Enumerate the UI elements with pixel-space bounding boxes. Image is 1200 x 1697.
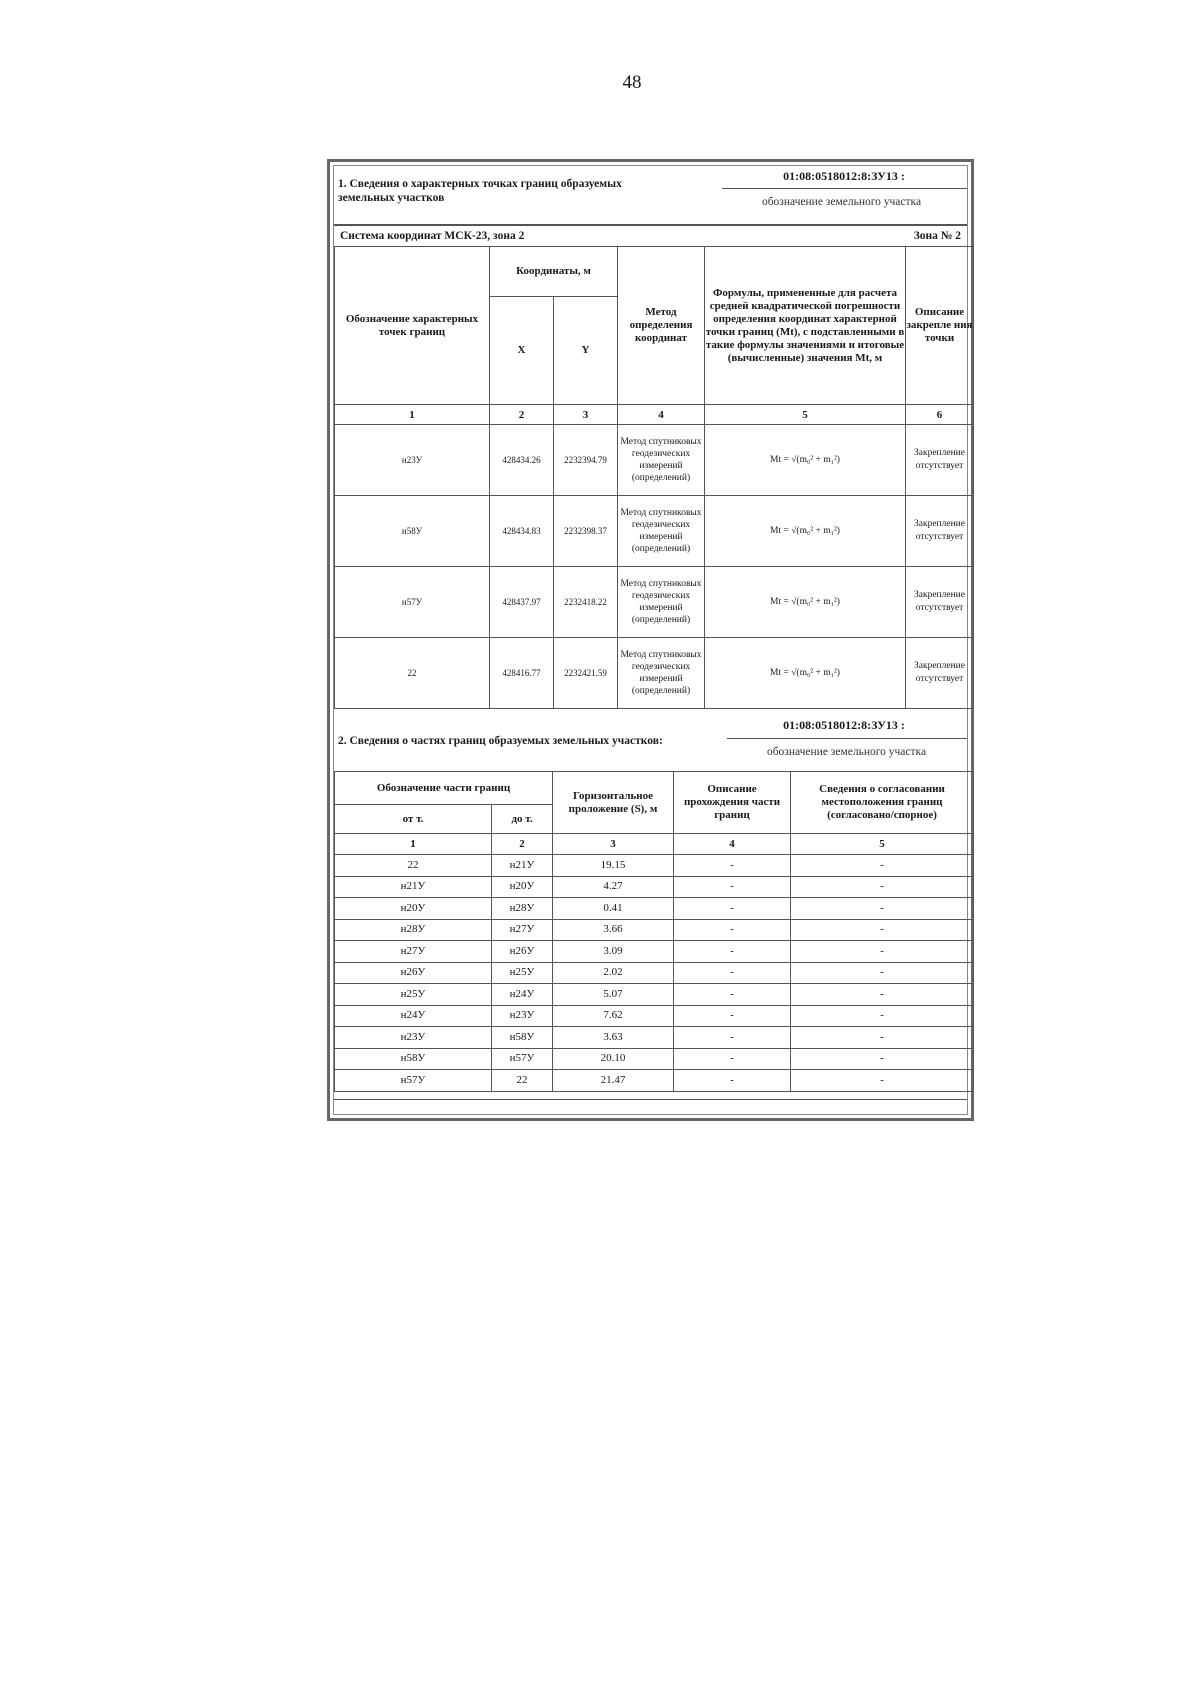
col-number: 4: [674, 834, 791, 855]
from-cell: н21У: [335, 876, 492, 898]
to-cell: н26У: [492, 941, 553, 963]
agreement-cell: -: [791, 962, 974, 984]
fixing-cell: Закрепление отсутствует: [906, 567, 974, 638]
to-cell: н20У: [492, 876, 553, 898]
from-cell: н24У: [335, 1005, 492, 1027]
section1-title-line1: 1. Сведения о характерных точках границ образуемых: [338, 178, 622, 190]
table-row: [335, 425, 974, 496]
method-cell: Метод спутниковых геодезических измерений (определений): [618, 496, 705, 567]
from-cell: н57У: [335, 1070, 492, 1092]
coord-system-row: [334, 226, 967, 246]
passage-cell: -: [674, 1048, 791, 1070]
y-cell: 2232394.79: [554, 425, 618, 496]
header-from: от т.: [335, 805, 492, 834]
distance-cell: 21.47: [553, 1070, 674, 1092]
agreement-cell: -: [791, 898, 974, 920]
agreement-cell: -: [791, 855, 974, 877]
to-cell: н28У: [492, 898, 553, 920]
from-cell: н20У: [335, 898, 492, 920]
to-cell: н27У: [492, 919, 553, 941]
header-point-designation: Обозначение характерных точек границ: [335, 247, 490, 405]
table-row: [335, 638, 974, 709]
formula-cell: Mt = √(m₀² + m₁²): [705, 425, 906, 496]
passage-cell: -: [674, 1005, 791, 1027]
table-row: [335, 962, 974, 984]
table-row: [335, 1027, 974, 1049]
header-passage: Описание прохождения части границ: [674, 772, 791, 834]
table-row: [335, 941, 974, 963]
table-row: [335, 496, 974, 567]
section2-parcel-underline: [727, 738, 967, 739]
distance-cell: 19.15: [553, 855, 674, 877]
from-cell: н23У: [335, 1027, 492, 1049]
passage-cell: -: [674, 855, 791, 877]
header-agreement: Сведения о согласовании местоположения границ (согласовано/спорное): [791, 772, 974, 834]
header-coordinates: Координаты, м: [490, 247, 618, 297]
distance-cell: 0.41: [553, 898, 674, 920]
header-to: до т.: [492, 805, 553, 834]
form-bottom-rule: [334, 1099, 967, 1100]
method-cell: Метод спутниковых геодезических измерений (определений): [618, 425, 705, 496]
form-inner-frame: [333, 165, 973, 1115]
passage-cell: -: [674, 919, 791, 941]
header-part-designation: Обозначение части границ: [335, 772, 553, 805]
section2-parcel-caption: обозначение земельного участка: [766, 746, 927, 758]
section1-title-line2: земельных участков: [338, 192, 445, 204]
to-cell: н23У: [492, 1005, 553, 1027]
from-cell: н26У: [335, 962, 492, 984]
distance-cell: 3.63: [553, 1027, 674, 1049]
fixing-cell: Закрепление отсутствует: [906, 425, 974, 496]
distance-cell: 20.10: [553, 1048, 674, 1070]
section1-parcel-underline: [722, 188, 967, 189]
page-number: 48: [622, 72, 642, 93]
passage-cell: -: [674, 898, 791, 920]
section2-title: 2. Сведения о частях границ образуемых земельных участков:: [338, 735, 663, 747]
from-cell: н58У: [335, 1048, 492, 1070]
agreement-cell: -: [791, 941, 974, 963]
passage-cell: -: [674, 962, 791, 984]
point-cell: н58У: [335, 496, 490, 567]
agreement-cell: -: [791, 1027, 974, 1049]
to-cell: н21У: [492, 855, 553, 877]
table-row: [335, 898, 974, 920]
points-table: [334, 246, 974, 709]
formula-cell: Mt = √(m₀² + m₁²): [705, 638, 906, 709]
to-cell: 22: [492, 1070, 553, 1092]
point-cell: н57У: [335, 567, 490, 638]
table-row: [335, 567, 974, 638]
section2-parcel-id: 01:08:0518012:8:ЗУ13 :: [783, 718, 905, 732]
distance-cell: 3.66: [553, 919, 674, 941]
distance-cell: 4.27: [553, 876, 674, 898]
x-cell: 428434.26: [490, 425, 554, 496]
boundary-parts-table: [334, 771, 974, 1092]
method-cell: Метод спутниковых геодезических измерений (определений): [618, 567, 705, 638]
col-number: 3: [554, 405, 618, 425]
section1-header: [334, 166, 967, 224]
passage-cell: -: [674, 984, 791, 1006]
coord-system-label: Система координат МСК-23, зона 2: [340, 230, 525, 242]
header-horizontal: Горизонтальное проложение (S), м: [553, 772, 674, 834]
header-x: X: [490, 297, 554, 405]
x-cell: 428437.97: [490, 567, 554, 638]
col-number: 1: [335, 405, 490, 425]
formula-cell: Mt = √(m₀² + m₁²): [705, 567, 906, 638]
col-number: 1: [335, 834, 492, 855]
passage-cell: -: [674, 1070, 791, 1092]
header-method: Метод определения координат: [618, 247, 705, 405]
x-cell: 428434.83: [490, 496, 554, 567]
agreement-cell: -: [791, 876, 974, 898]
distance-cell: 5.07: [553, 984, 674, 1006]
section1-title: [338, 177, 698, 205]
y-cell: 2232418.22: [554, 567, 618, 638]
col-number: 2: [492, 834, 553, 855]
distance-cell: 7.62: [553, 1005, 674, 1027]
point-cell: 22: [335, 638, 490, 709]
zone-label: Зона № 2: [913, 230, 961, 242]
distance-cell: 3.09: [553, 941, 674, 963]
distance-cell: 2.02: [553, 962, 674, 984]
agreement-cell: -: [791, 1070, 974, 1092]
y-cell: 2232421.59: [554, 638, 618, 709]
table-row: [335, 1070, 974, 1092]
col-number: 4: [618, 405, 705, 425]
col-number: 5: [791, 834, 974, 855]
header-fixing: Описание закрепле ния точки: [906, 247, 974, 405]
formula-cell: Mt = √(m₀² + m₁²): [705, 496, 906, 567]
header-formulas: Формулы, примененные для расчета средней квадратической погрешности определения координат характерной точки границ (Mt), с подставленными в такие формулы значениями и итоговые (вычисленные) значения Mt, м: [705, 247, 906, 405]
from-cell: н28У: [335, 919, 492, 941]
to-cell: н25У: [492, 962, 553, 984]
header-y: Y: [554, 297, 618, 405]
to-cell: н24У: [492, 984, 553, 1006]
agreement-cell: -: [791, 1048, 974, 1070]
passage-cell: -: [674, 941, 791, 963]
passage-cell: -: [674, 1027, 791, 1049]
passage-cell: -: [674, 876, 791, 898]
col-number: 2: [490, 405, 554, 425]
section1-parcel-caption: обозначение земельного участка: [761, 196, 922, 208]
column-numbers-row: [335, 405, 974, 425]
col-number: 3: [553, 834, 674, 855]
agreement-cell: -: [791, 1005, 974, 1027]
table-row: [335, 1005, 974, 1027]
boundary-form: [327, 159, 974, 1121]
col-number: 5: [705, 405, 906, 425]
table-row: [335, 919, 974, 941]
from-cell: н27У: [335, 941, 492, 963]
section2-header: [334, 707, 967, 771]
method-cell: Метод спутниковых геодезических измерений (определений): [618, 638, 705, 709]
table-row: [335, 984, 974, 1006]
table-row: [335, 855, 974, 877]
column-numbers-row: [335, 834, 974, 855]
section1-parcel-id: 01:08:0518012:8:ЗУ13 :: [783, 169, 905, 183]
fixing-cell: Закрепление отсутствует: [906, 496, 974, 567]
x-cell: 428416.77: [490, 638, 554, 709]
point-cell: н23У: [335, 425, 490, 496]
y-cell: 2232398.37: [554, 496, 618, 567]
agreement-cell: -: [791, 919, 974, 941]
to-cell: н57У: [492, 1048, 553, 1070]
from-cell: н25У: [335, 984, 492, 1006]
col-number: 6: [906, 405, 974, 425]
to-cell: н58У: [492, 1027, 553, 1049]
from-cell: 22: [335, 855, 492, 877]
table-row: [335, 1048, 974, 1070]
agreement-cell: -: [791, 984, 974, 1006]
fixing-cell: Закрепление отсутствует: [906, 638, 974, 709]
table-row: [335, 876, 974, 898]
